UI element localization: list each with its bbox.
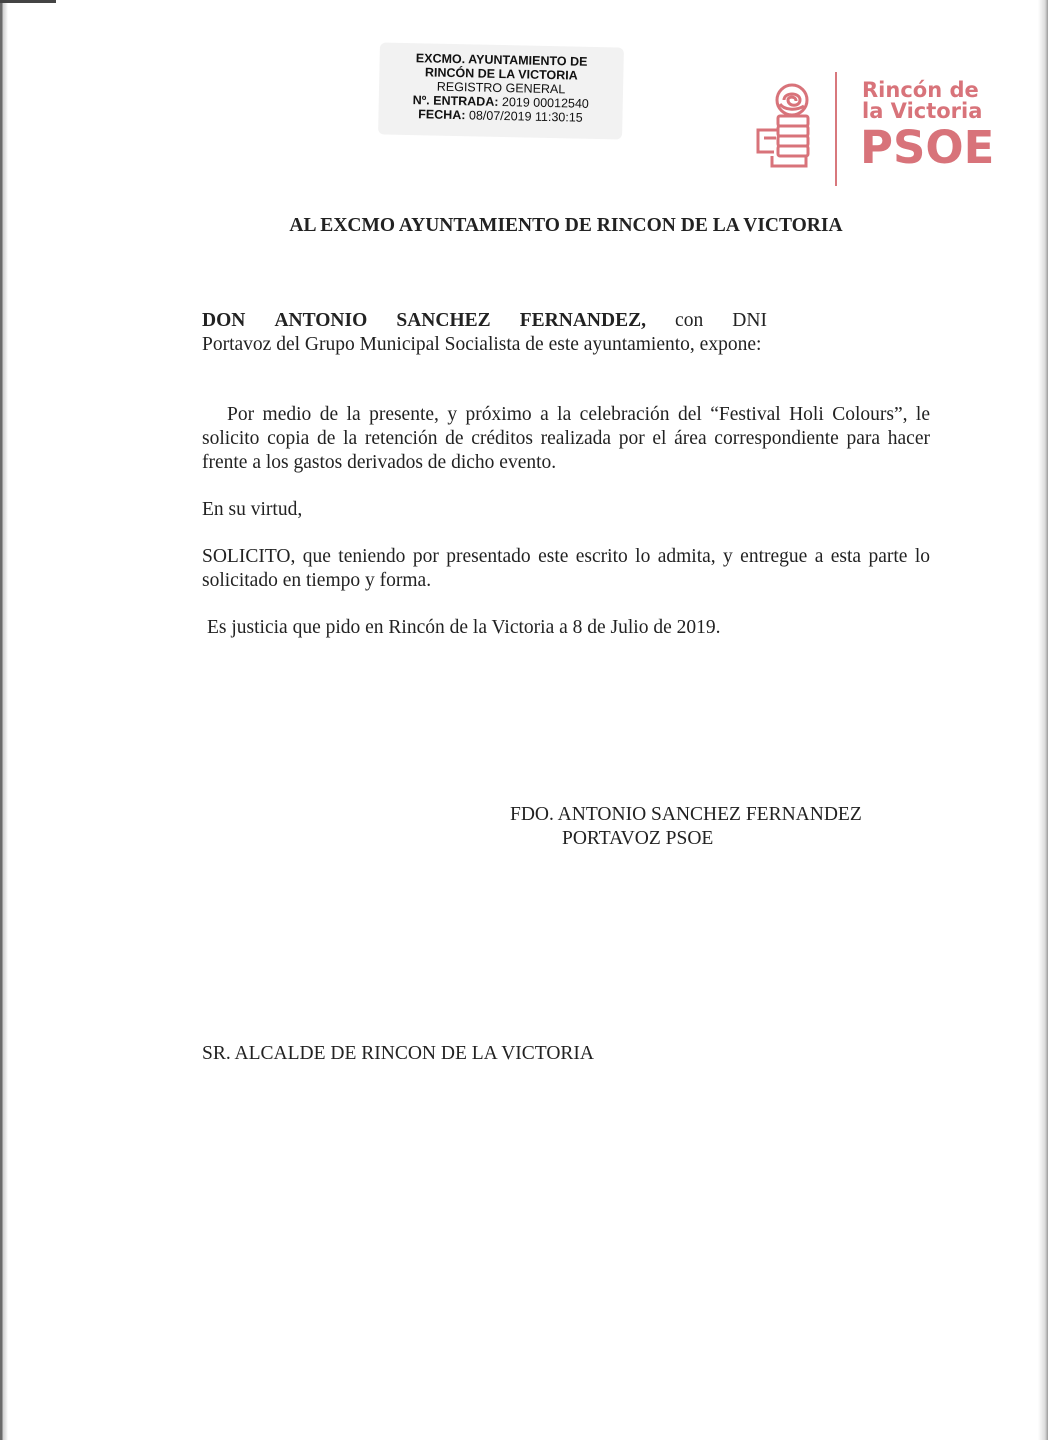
- solicito-paragraph: SOLICITO, que teniendo por presentado este escrito lo admita, y entregue a esta parte lo solicitado en tiempo y forma.: [202, 546, 930, 591]
- stamp-entrada-label: Nº. ENTRADA:: [412, 93, 499, 109]
- registry-stamp: [378, 42, 624, 139]
- logo-party-name: PSOE: [860, 121, 995, 174]
- fist-and-rose-icon: [750, 80, 812, 172]
- addressee: SR. ALCALDE DE RINCON DE LA VICTORIA: [202, 1043, 594, 1064]
- stamp-line1: EXCMO. AYUNTAMIENTO DE: [415, 51, 588, 69]
- logo-town-line2: la Victoria: [862, 99, 983, 123]
- signature-role: PORTAVOZ PSOE: [562, 828, 714, 849]
- stamp-line2: RINCÓN DE LA VICTORIA: [424, 65, 578, 83]
- stamp-fecha-value: 08/07/2019 11:30:15: [468, 108, 583, 125]
- signature-name: FDO. ANTONIO SANCHEZ FERNANDEZ: [510, 804, 862, 825]
- document-heading: AL EXCMO AYUNTAMIENTO DE RINCON DE LA VICTORIA: [289, 215, 843, 236]
- stamp-line3: REGISTRO GENERAL: [436, 79, 566, 97]
- sender-dni: DNI: [732, 310, 767, 331]
- sender-name-sanchez: SANCHEZ: [396, 310, 491, 331]
- sender-name-antonio: ANTONIO: [274, 310, 368, 331]
- sender-block: [202, 309, 767, 357]
- sender-role: Portavoz del Grupo Municipal Socialista de este ayuntamiento, expone:: [202, 334, 762, 355]
- scan-edge-top: [0, 0, 56, 3]
- logo-town-line1: Rincón de: [862, 78, 979, 102]
- justicia-line: Es justicia que pido en Rincón de la Victoria a 8 de Julio de 2019.: [207, 617, 721, 638]
- sender-name-don: DON: [202, 310, 246, 331]
- logo-town-name: [862, 80, 982, 122]
- request-paragraph-text: Por medio de la presente, y próximo a la celebración del “Festival Holi Colours”, le solicito copia de la retención de créditos realizada por el área correspondiente para hacer frente a los gastos derivados de dicho evento.: [202, 404, 930, 473]
- psoe-logo: [748, 72, 995, 190]
- en-su-virtud: En su virtud,: [202, 499, 303, 520]
- sender-name-fernandez: FERNANDEZ,: [519, 310, 646, 331]
- logo-divider: [835, 72, 837, 186]
- sender-con: con: [675, 310, 704, 331]
- stamp-fecha-label: FECHA:: [418, 107, 466, 123]
- stamp-entrada-value: 2019 00012540: [501, 95, 589, 111]
- signature-block: [510, 803, 862, 851]
- request-paragraph: [202, 403, 930, 475]
